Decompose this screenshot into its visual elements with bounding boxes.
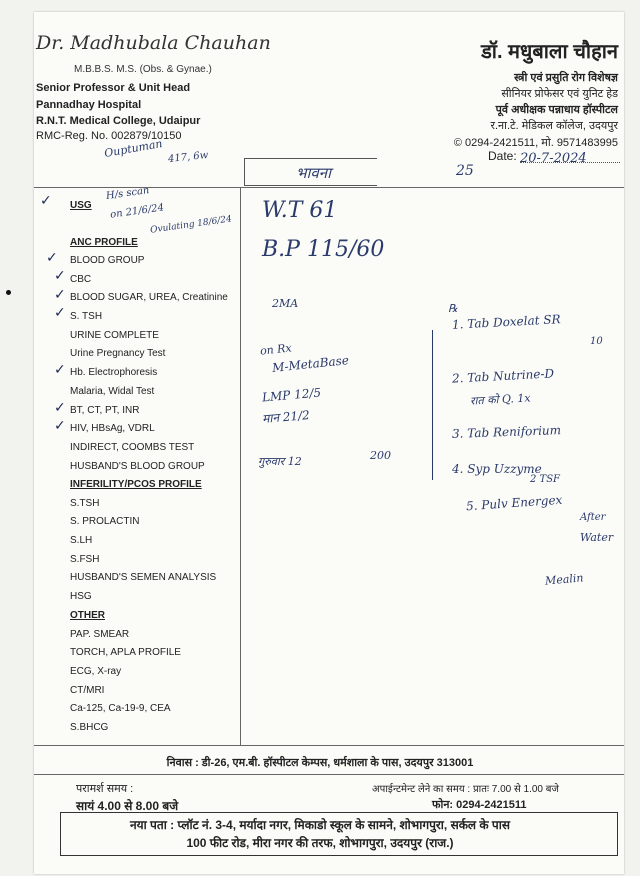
rx-symbol: ℞: [448, 302, 458, 315]
handwritten-top-note-2: 417, 6w: [167, 149, 209, 166]
residence-address: निवास : डी-26, एम.बी. हॉस्पीटल केम्पस, धर्मशाला के पास, उदयपुर 313001: [166, 757, 474, 769]
test-item: INDIRECT, COOMBS TEST: [70, 442, 195, 453]
new-address-line-2: 100 फीट रोड, मीरा नगर की तरफ, शोभागपुरा, उदयपुर (राज.): [186, 836, 454, 850]
test-item: S.LH: [70, 535, 93, 546]
check-mark-icon: ✓: [54, 418, 66, 434]
doctor-specialty-hindi: स्त्री एवं प्रसुति रोग विशेषज्ञ: [514, 72, 618, 84]
college-name: R.N.T. Medical College, Udaipur: [36, 115, 201, 127]
rx-item-detail: Mealin: [544, 571, 584, 588]
handwritten-weight: W.T 61: [262, 198, 338, 223]
check-mark-icon: ✓: [54, 268, 66, 284]
test-item: PAP. SMEAR: [70, 629, 130, 640]
handwritten-bp: B.P 115/60: [262, 237, 385, 262]
test-item: BLOOD SUGAR, UREA, Creatinine: [70, 292, 228, 303]
test-item: CBC: [70, 274, 92, 285]
section-usg: USG: [70, 200, 92, 211]
handwritten-usg-note-2: on 21/6/24: [109, 202, 165, 221]
test-item: TORCH, APLA PROFILE: [70, 647, 181, 658]
doctor-title: Senior Professor & Unit Head: [36, 82, 191, 94]
doctor-name-english: Dr. Madhubala Chauhan: [36, 32, 271, 54]
test-item: HUSBAND'S SEMEN ANALYSIS: [70, 572, 217, 583]
handwritten-usg-note-3: Ovulating 18/6/24: [149, 214, 233, 236]
rx-item-detail: Water: [580, 531, 614, 544]
test-item: S. PROLACTIN: [70, 516, 140, 527]
handwritten-date-prefix: 25: [456, 163, 474, 179]
rx-item: 2. Tab Nutrine-D: [451, 366, 555, 386]
handwritten-patient-name: भावना: [296, 164, 331, 182]
test-item: HSG: [70, 591, 92, 602]
footer-phone: फोन: 0294-2421511: [432, 799, 527, 811]
handwritten-note-mist: M-MetaBase: [271, 353, 350, 375]
test-item: HUSBAND'S BLOOD GROUP: [70, 461, 205, 472]
rx-item-detail: 2 TSF: [530, 474, 560, 485]
rx-item: 1. Tab Doxelat SR: [451, 312, 561, 332]
section-other: OTHER: [70, 610, 105, 621]
test-item: URINE COMPLETE: [70, 330, 159, 341]
check-mark-icon: ✓: [54, 305, 66, 321]
test-item: BLOOD GROUP: [70, 255, 145, 266]
test-item: Hb. Electrophoresis: [70, 367, 158, 378]
punch-hole: [6, 290, 11, 295]
check-mark-icon: ✓: [54, 362, 66, 378]
college-hindi: र.ना.टे. मेडिकल कॉलेज, उदयपुर: [490, 120, 618, 132]
phone-header: © 0294-2421511, मो. 9571483995: [453, 137, 618, 149]
handwritten-note-on: on Rx: [259, 341, 293, 358]
section-anc-profile: ANC PROFILE: [70, 237, 138, 248]
rx-item-detail: रात को Q. 1x: [469, 391, 531, 408]
date-label: Date:: [488, 149, 517, 163]
test-item: Malaria, Widal Test: [70, 386, 155, 397]
former-post-hindi: पूर्व अधीक्षक पन्नाधाय हॉस्पीटल: [495, 104, 618, 116]
handwritten-note-gur: गुरुवार 12: [258, 455, 302, 468]
test-item: S.FSH: [70, 554, 100, 565]
handwritten-note-2ma: 2MA: [272, 297, 299, 310]
registration-number: RMC-Reg. No. 002879/10150: [36, 130, 182, 142]
doctor-title-hindi: सीनियर प्रोफेसर एवं युनिट हेड: [501, 88, 618, 100]
new-address-line-1: नया पता : प्लॉट नं. 3-4, मर्यादा नगर, मिकाडो स्कूल के सामने, शोभागपुरा, सर्कल के पास: [130, 818, 510, 832]
handwritten-top-note-1: Ouptuman: [103, 136, 164, 161]
doctor-qualifications: M.B.B.S. M.S. (Obs. & Gynae.): [74, 64, 212, 75]
test-item: BT, CT, PT, INR: [70, 405, 140, 416]
rx-item: 4. Syp Uzzyme: [452, 462, 542, 476]
footer-divider-2: [34, 774, 624, 775]
test-item: S.TSH: [70, 498, 100, 509]
handwritten-note-ref: मान 21/2: [261, 407, 311, 427]
hospital-name: Pannadhay Hospital: [36, 99, 142, 111]
test-item: HIV, HBsAg, VDRL: [70, 423, 155, 434]
test-item: S. TSH: [70, 311, 103, 322]
test-item: S.BHCG: [70, 722, 109, 733]
rx-item: 3. Tab Reniforium: [451, 423, 562, 441]
rx-item-detail: After: [580, 512, 606, 523]
handwritten-date: 20-7-2024: [520, 151, 587, 166]
column-divider: [240, 187, 241, 745]
check-mark-icon: ✓: [40, 193, 52, 209]
handwritten-note-lmp: LMP 12/5: [261, 385, 322, 405]
handwritten-note-200: 200: [370, 449, 391, 462]
consult-time-label: परामर्श समय :: [76, 783, 134, 795]
check-mark-icon: ✓: [46, 250, 58, 266]
section-infertility-profile: INFERILITY/PCOS PROFILE: [70, 479, 202, 490]
check-mark-icon: ✓: [54, 400, 66, 416]
test-item: ECG, X-ray: [70, 666, 122, 677]
appointment-time: अपाईन्टमेन्ट लेने का समय : प्रातः 7.00 से 1.00 बजे: [372, 784, 559, 795]
doctor-name-hindi: डॉ. मधुबाला चौहान: [481, 41, 618, 63]
test-item: CT/MRI: [70, 685, 105, 696]
rx-item-detail: 10: [590, 336, 603, 347]
footer-divider: [34, 745, 624, 746]
test-item: Ca-125, Ca-19-9, CEA: [70, 703, 171, 714]
check-mark-icon: ✓: [54, 287, 66, 303]
consult-time: सायं 4.00 से 8.00 बजे: [76, 799, 179, 813]
rx-item: 5. Pulv Energex: [465, 492, 563, 514]
handwritten-usg-note-1: H/s scan: [105, 185, 151, 202]
rx-bracket: [432, 330, 433, 480]
test-item: Urine Pregnancy Test: [70, 348, 166, 359]
